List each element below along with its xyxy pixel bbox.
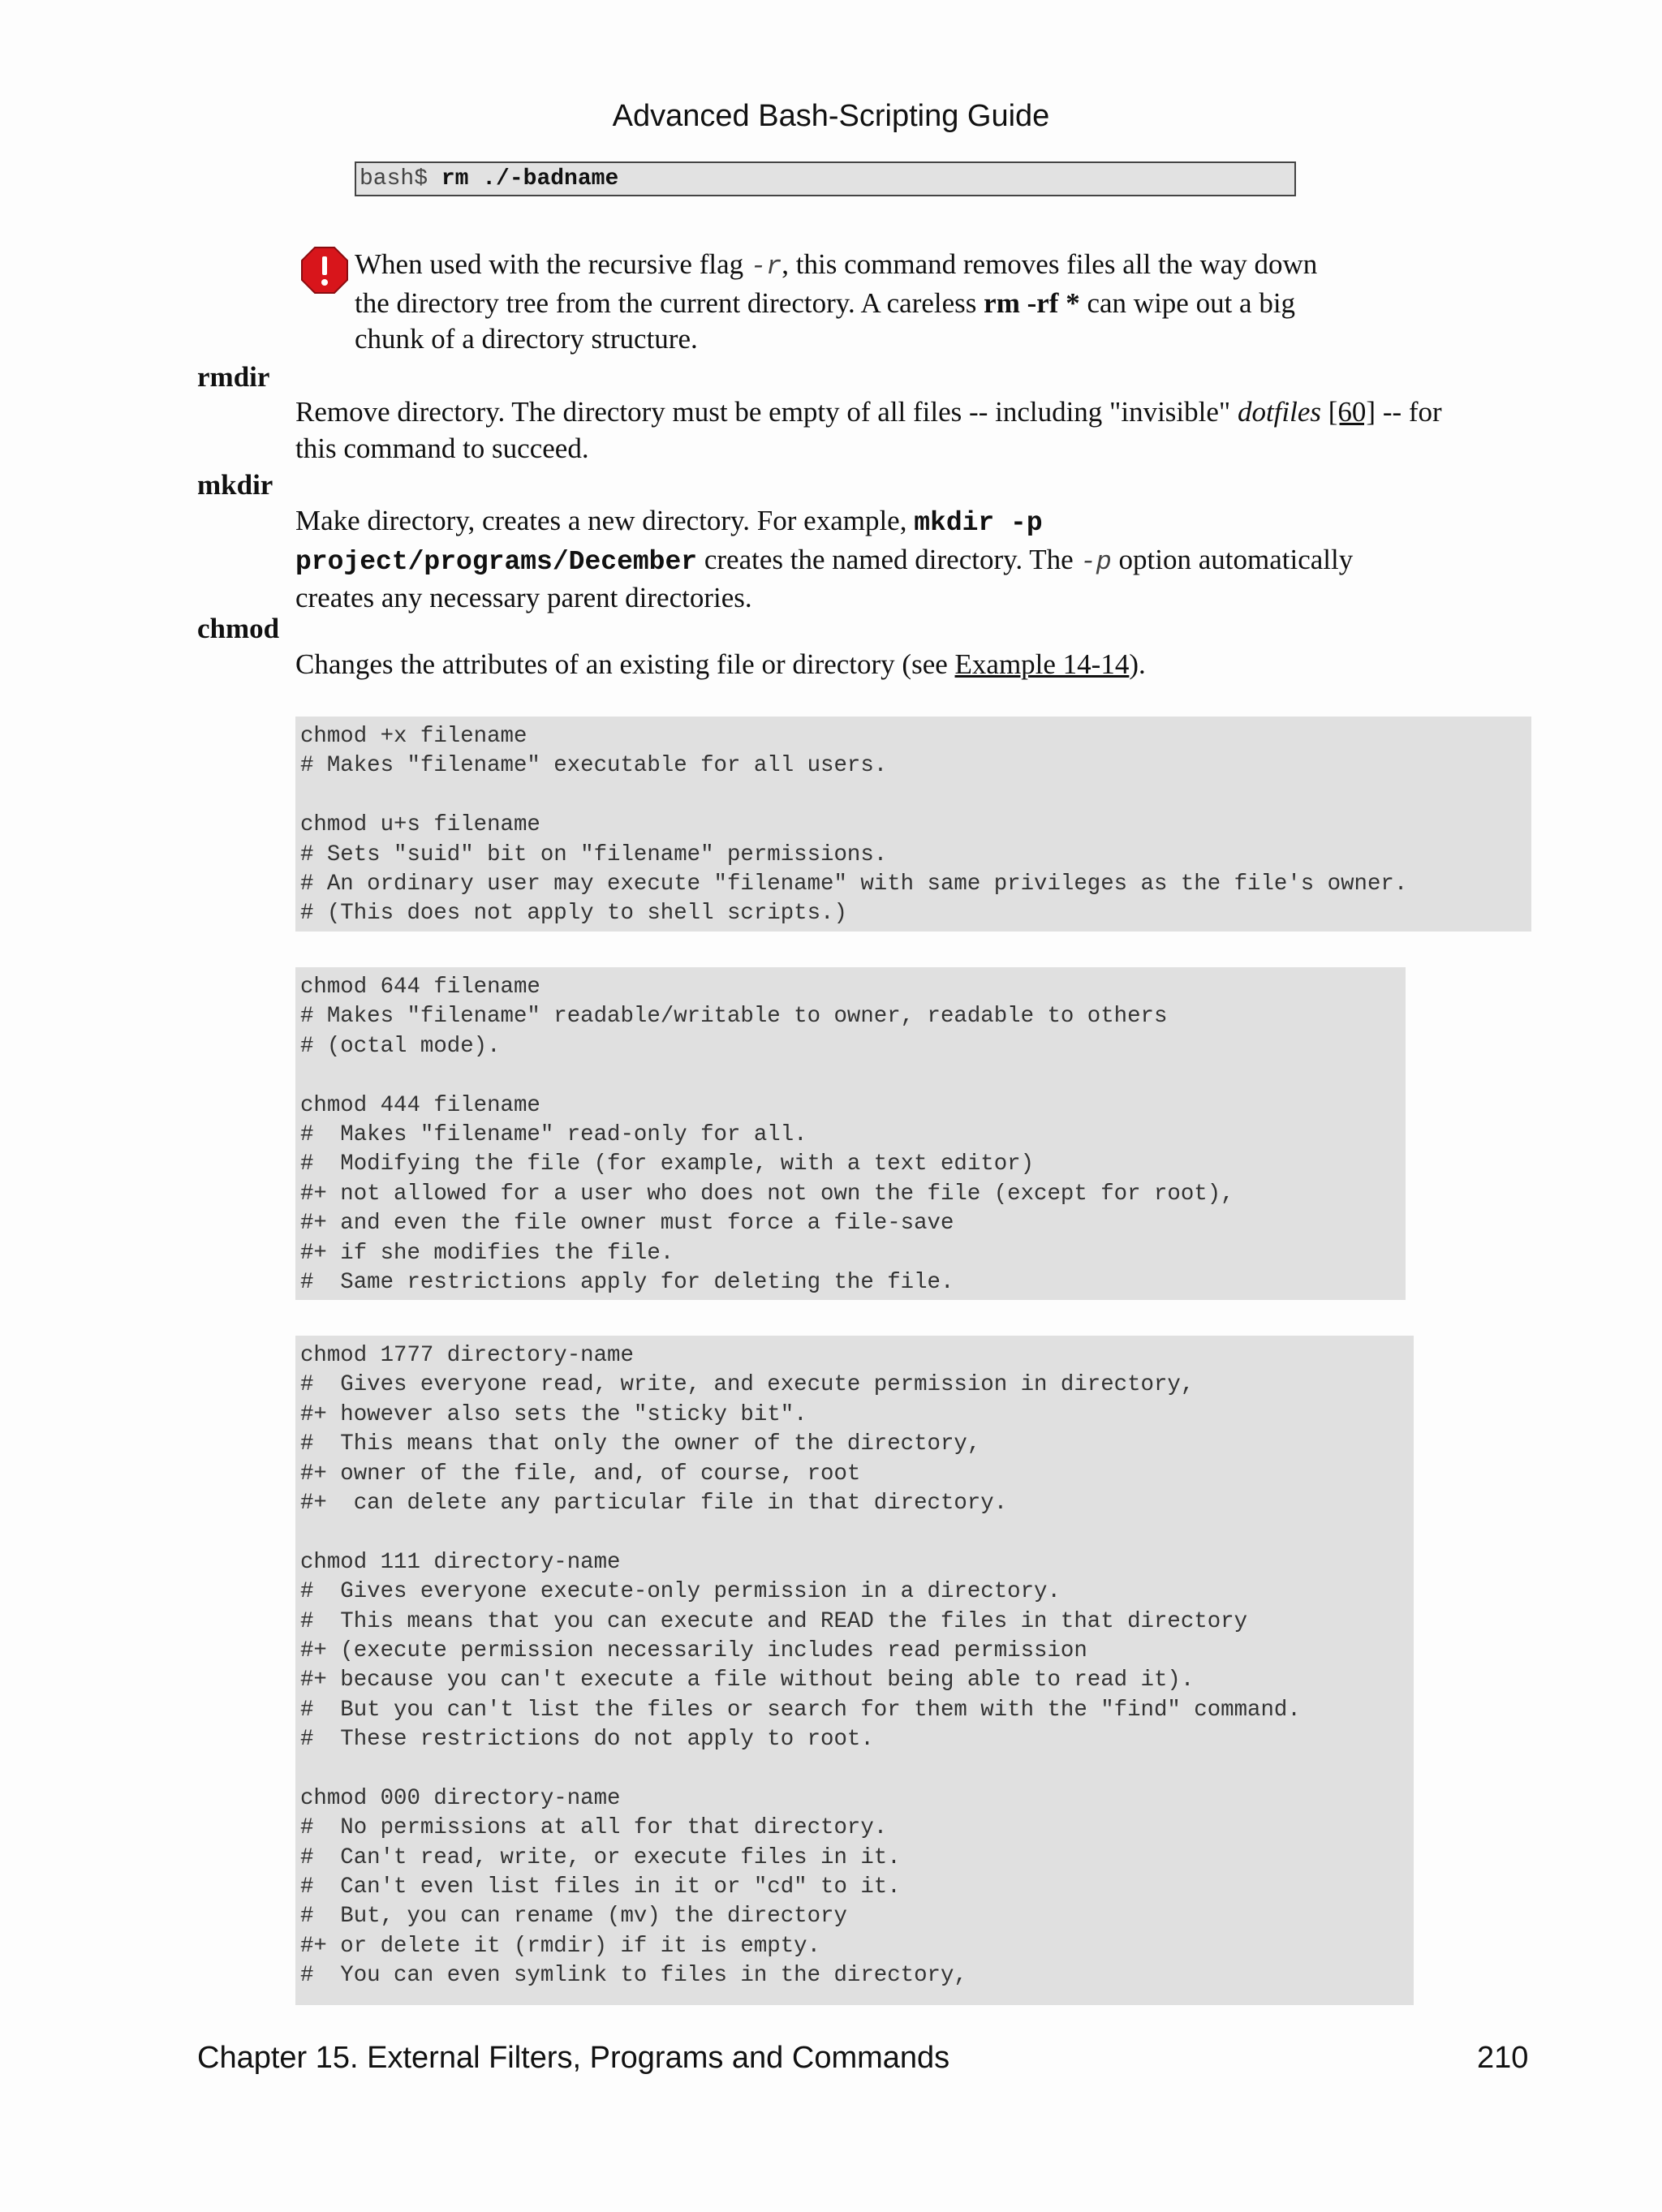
shell-prompt: bash$ — [360, 166, 428, 192]
rmdir-description: Remove directory. The directory must be empty of all files -- including "invisible" dotfiles [60] -- for this command to succeed. — [295, 396, 1442, 464]
mkdir-example-path: project/programs/December — [295, 546, 698, 577]
chmod-description: Changes the attributes of an existing file or directory (see Example 14-14). — [295, 648, 1146, 680]
code-line: # Makes "filename" readable/writable to owner, readable to others — [300, 1004, 1168, 1030]
code-line: chmod u+s filename — [300, 812, 540, 838]
mkdir-description: Make directory, creates a new directory. For example, mkdir -p project/programs/December creates the named directory. The -p option automatically creates any necessary parent directories. — [295, 505, 1354, 613]
code-line: chmod 1777 directory-name — [300, 1343, 634, 1368]
page-number: 210 — [1477, 2041, 1529, 2075]
mkdir-example-code: mkdir -p — [914, 508, 1043, 538]
warning-text: When used with the recursive flag -r, this command removes files all the way down the directory tree from the current directory. A careless rm -rf * can wipe out a big chunk of a directory structure. — [355, 248, 1318, 355]
code-line: # But, you can rename (mv) the directory — [300, 1904, 847, 1930]
code-line — [300, 1754, 1414, 1784]
code-line: # You can even symlink to files in the directory, — [300, 1963, 967, 1989]
code-line: # This means that only the owner of the directory, — [300, 1431, 981, 1457]
footnote-link[interactable]: [60] — [1328, 396, 1376, 428]
code-line: # Makes "filename" read-only for all. — [300, 1121, 807, 1147]
code-line: # No permissions at all for that directory. — [300, 1815, 888, 1841]
code-line: chmod 644 filename — [300, 975, 540, 1000]
code-line: # These restrictions do not apply to root. — [300, 1727, 874, 1753]
code-block-chmod-x — [295, 717, 1531, 932]
code-line: #+ can delete any particular file in that directory. — [300, 1490, 1008, 1516]
code-line: # But you can't list the files or search for them with the "find" command. — [300, 1697, 1301, 1723]
terminal-example — [355, 161, 1296, 196]
code-line: #+ however also sets the "sticky bit". — [300, 1401, 807, 1427]
parents-option: -p — [1080, 546, 1112, 577]
code-line: # (This does not apply to shell scripts.) — [300, 901, 847, 927]
code-line: # This means that you can execute and READ the files in that directory — [300, 1608, 1248, 1634]
page-header: Advanced Bash-Scripting Guide — [612, 99, 1050, 133]
code-line: # Can't read, write, or execute files in it. — [300, 1844, 901, 1870]
code-line: #+ because you can't execute a file without being able to read it). — [300, 1668, 1195, 1693]
code-line — [300, 1061, 1406, 1091]
code-line: chmod +x filename — [300, 724, 527, 749]
code-line — [300, 1518, 1414, 1547]
term-rmdir: rmdir — [197, 361, 270, 393]
code-line: #+ or delete it (rmdir) if it is empty. — [300, 1933, 821, 1959]
code-line: # Makes "filename" executable for all users. — [300, 753, 888, 779]
code-line: #+ (execute permission necessarily includes read permission — [300, 1637, 1087, 1663]
shell-command: rm ./-badname — [441, 166, 619, 192]
code-line: #+ if she modifies the file. — [300, 1240, 674, 1266]
dotfiles-term: dotfiles — [1237, 396, 1321, 428]
recursive-flag: -r — [750, 252, 782, 282]
code-line: # Gives everyone execute-only permission in a directory. — [300, 1579, 1061, 1605]
code-line: # (octal mode). — [300, 1033, 501, 1059]
rm-rf-command: rm -rf * — [984, 286, 1080, 319]
code-block-chmod-octal — [295, 967, 1406, 1300]
code-block-chmod-directory — [295, 1336, 1414, 2005]
code-line — [300, 781, 1531, 811]
code-line: #+ and even the file owner must force a file-save — [300, 1211, 954, 1237]
code-line: # Same restrictions apply for deleting the file. — [300, 1269, 954, 1295]
code-line: chmod 111 directory-name — [300, 1549, 621, 1575]
code-line: #+ not allowed for a user who does not own the file (except for root), — [300, 1181, 1234, 1207]
example-link[interactable]: Example 14-14 — [954, 648, 1130, 680]
code-line: #+ owner of the file, and, of course, root — [300, 1461, 861, 1487]
footer-chapter: Chapter 15. External Filters, Programs and Commands — [197, 2041, 950, 2075]
code-line: # Sets "suid" bit on "filename" permissions. — [300, 841, 888, 867]
code-line: # Gives everyone read, write, and execute permission in directory, — [300, 1372, 1195, 1398]
code-line: chmod 000 directory-name — [300, 1785, 621, 1811]
term-mkdir: mkdir — [197, 469, 273, 501]
code-line: chmod 444 filename — [300, 1092, 540, 1118]
warning-icon — [301, 247, 348, 294]
code-line: # Modifying the file (for example, with a text editor) — [300, 1151, 1035, 1177]
code-line: # An ordinary user may execute "filename" with same privileges as the file's owner. — [300, 871, 1408, 897]
code-line: # Can't even list files in it or "cd" to it. — [300, 1874, 901, 1900]
term-chmod: chmod — [197, 613, 280, 644]
